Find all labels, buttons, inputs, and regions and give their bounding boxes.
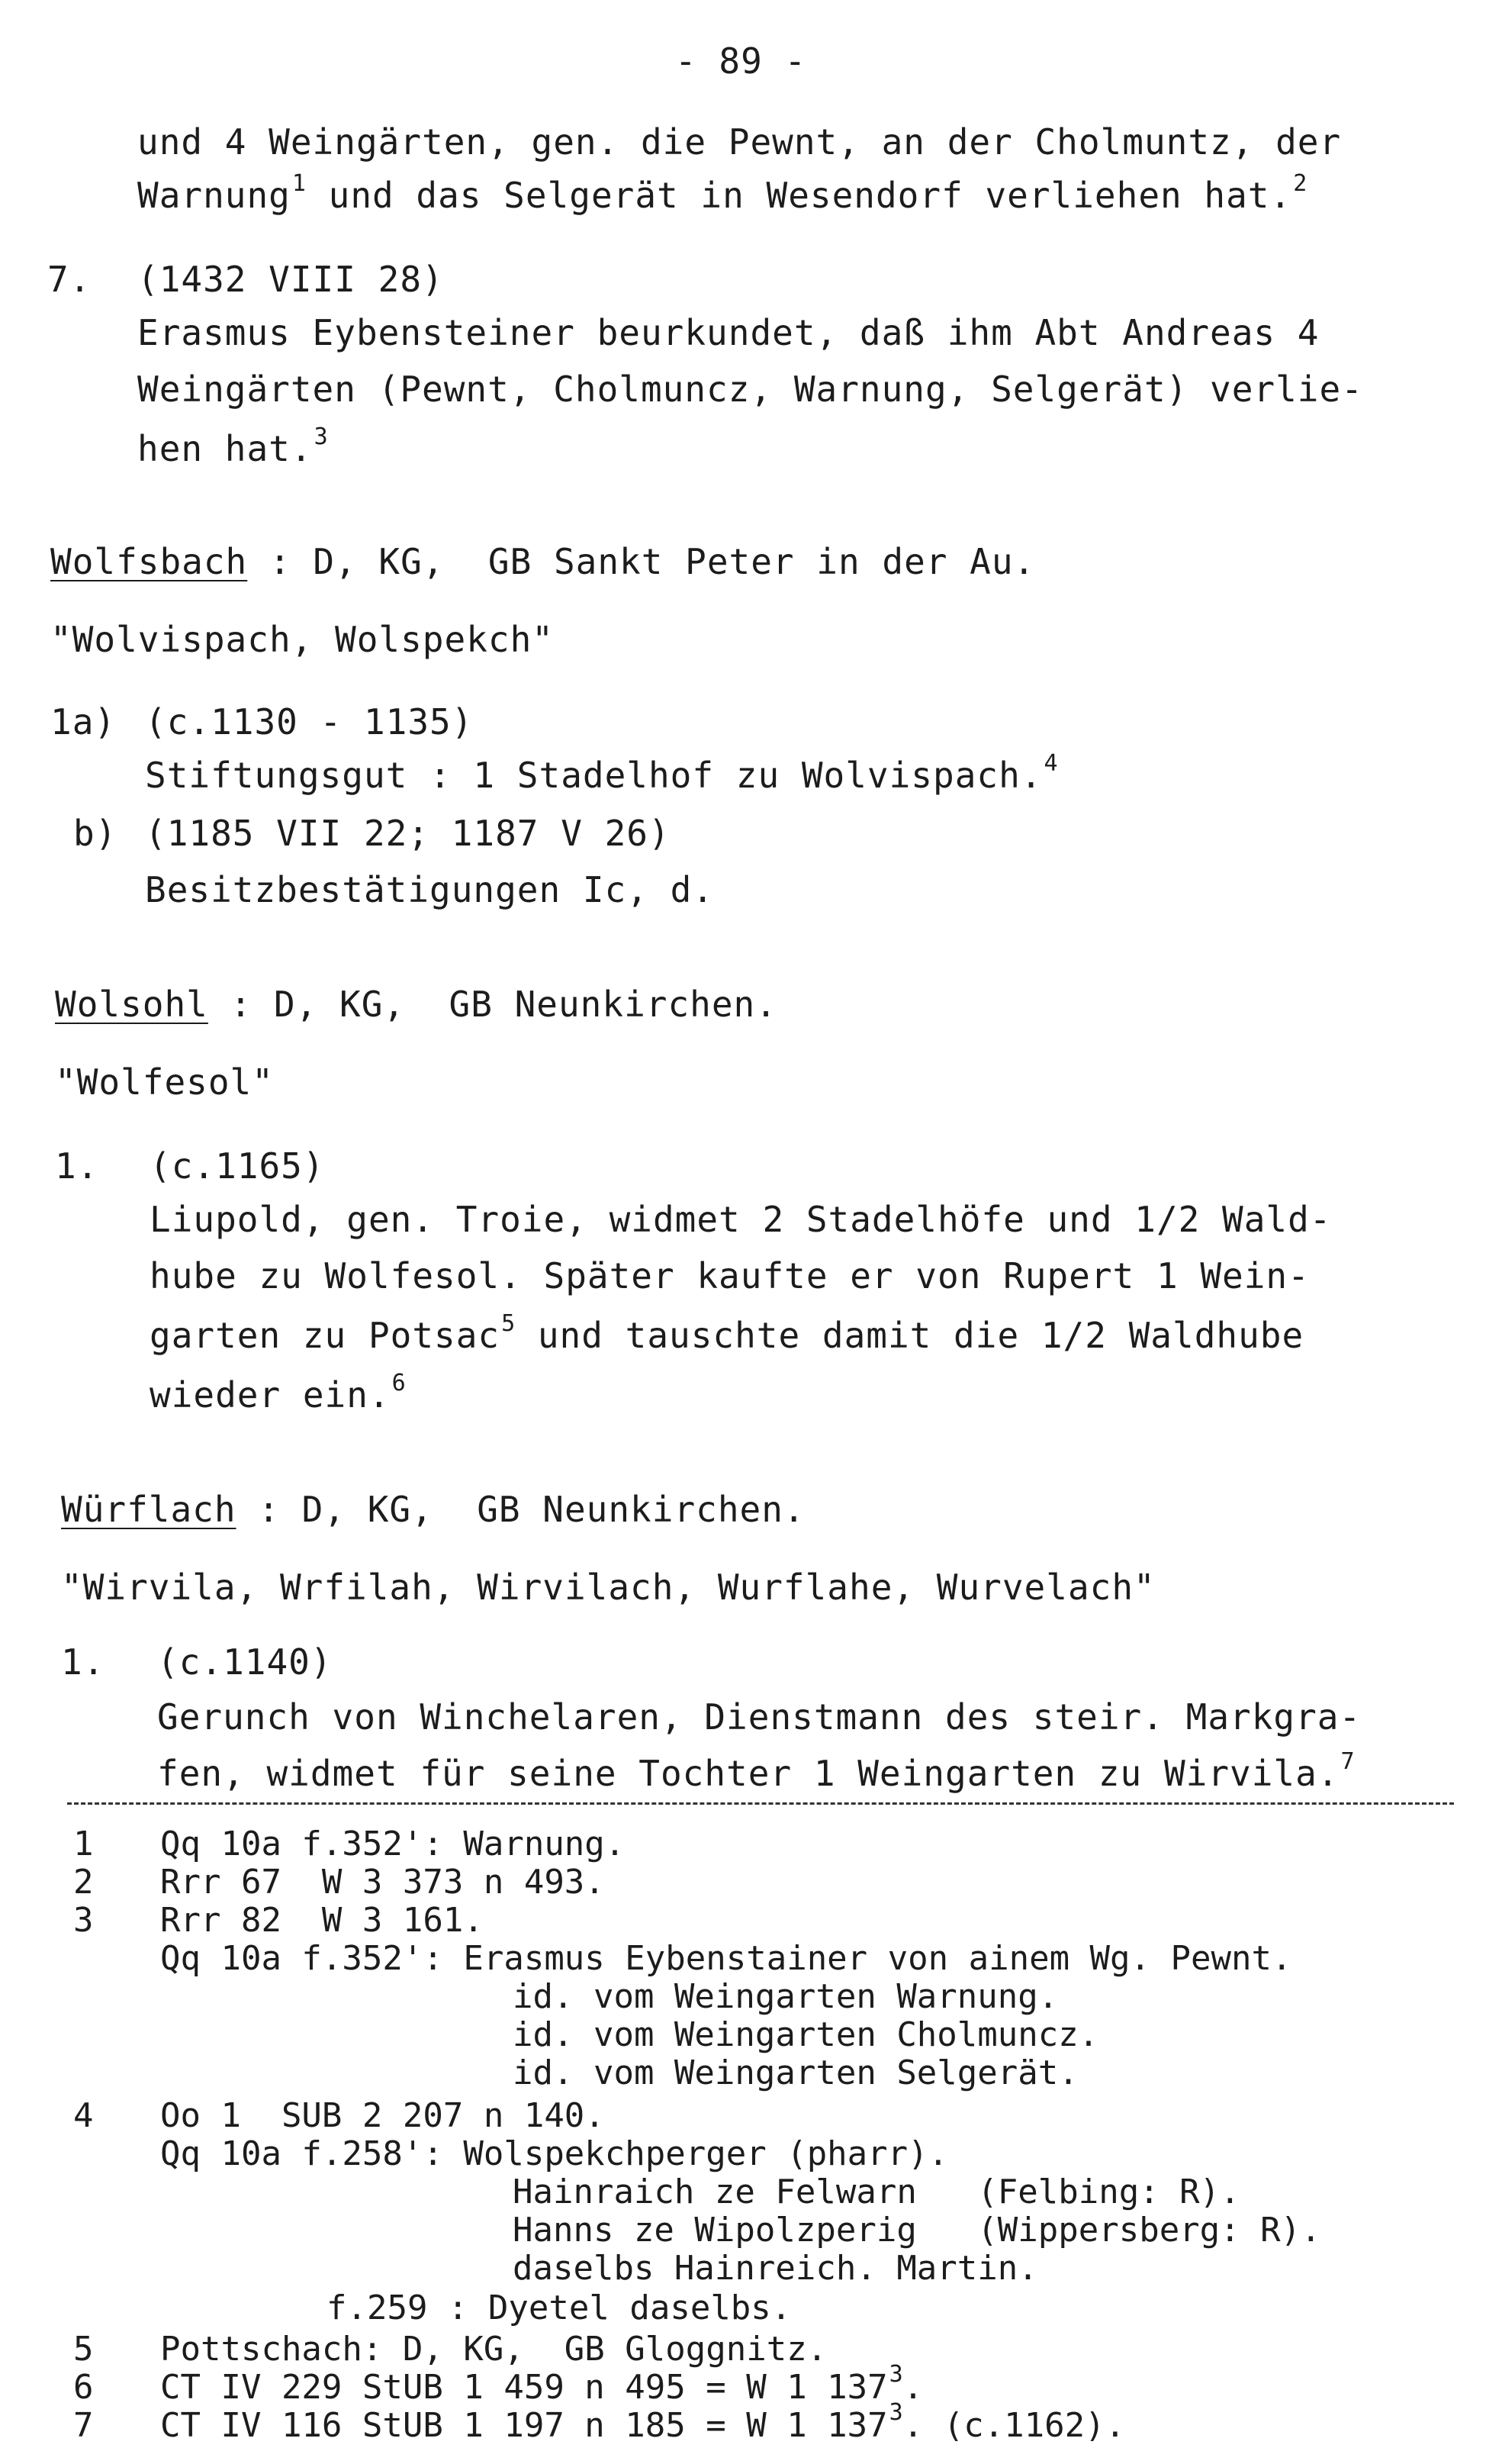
footnote-6-text: CT IV 229 StUB 1 459 n 495 = W 1 $137^3$. — [160, 2361, 924, 2407]
footnote-5-number: 5 — [73, 2330, 94, 2369]
footnote-3-source-d: id. vom Weingarten Selgerät. — [513, 2053, 1079, 2092]
footnote-3-number: 3 — [73, 1901, 94, 1940]
wolfsbach-entry-b-date: (1185 VII 22; 1187 V 26) — [145, 813, 671, 854]
wolfsbach-entry-1a-number: 1a) — [50, 701, 117, 742]
footnote-3-source-a: Qq 10a f.352': Erasmus Eybenstainer von ainem Wg. Pewnt. — [160, 1939, 1292, 1978]
footnote-3-text: Rrr 82 W 3 161. — [160, 1901, 484, 1940]
intro-line-1: und 4 Weingärten, gen. die Pewnt, an der Cholmuntz, der — [137, 121, 1342, 163]
footnote-3-source-b: id. vom Weingarten Warnung. — [513, 1977, 1059, 2016]
entry-7-date: (1432 VIII 28) — [137, 259, 444, 300]
wurflach-line-2: fen, widmet für seine Tochter 1 Weingarten zu Wirvila.$^7$ — [157, 1748, 1356, 1794]
entry-7-line-1: Erasmus Eybensteiner beurkundet, daß ihm Abt Andreas 4 — [137, 312, 1320, 353]
footnote-4-source-b: Hainraich ze Felwarn (Felbing: R). — [513, 2173, 1240, 2211]
wolsohl-entry-1-number: 1. — [55, 1145, 99, 1187]
wolsohl-entry-1-date: (c.1165) — [150, 1145, 325, 1187]
footnote-1-number: 1 — [73, 1825, 94, 1863]
footnote-4-number: 4 — [73, 2096, 94, 2135]
heading-wolsohl: Wolsohl : D, KG, GB Neunkirchen. — [55, 984, 777, 1025]
wolfsbach-entry-b-text: Besitzbestätigungen Ic, d. — [145, 869, 715, 910]
wurflach-entry-1-number: 1. — [61, 1641, 105, 1683]
intro-line-2: Warnung$^1$ und das Selgerät in Wesendorf verliehen hat.$^2$ — [137, 170, 1308, 216]
footnote-ref-2: 2 — [1293, 170, 1308, 197]
heading-wolfsbach: Wolfsbach : D, KG, GB Sankt Peter in der Au. — [50, 541, 1036, 582]
place-name-wolsohl: Wolsohl — [55, 984, 208, 1025]
wurflach-variants: "Wirvila, Wrfilah, Wirvilach, Wurflahe, Wurvelach" — [61, 1567, 1156, 1608]
footnote-4-source-a: Qq 10a f.258': Wolspekchperger (pharr). — [160, 2134, 949, 2173]
heading-wurflach: Würflach : D, KG, GB Neunkirchen. — [61, 1489, 806, 1530]
footnote-ref-7: 7 — [1340, 1748, 1356, 1775]
footnote-ref-1: 1 — [291, 170, 307, 197]
wolsohl-line-2: hube zu Wolfesol. Später kaufte er von Rupert 1 Wein- — [150, 1255, 1310, 1296]
place-name-wolfsbach: Wolfsbach — [50, 541, 248, 582]
footnote-ref-3: 3 — [314, 424, 329, 450]
wolfsbach-entry-1a-date: (c.1130 - 1135) — [145, 701, 474, 742]
footnote-ref-4: 4 — [1044, 750, 1059, 777]
footnote-ref-5: 5 — [501, 1310, 516, 1337]
footnote-divider — [67, 1802, 1454, 1805]
footnote-4-text: Oo 1 SUB 2 207 n 140. — [160, 2096, 605, 2135]
page-number: - 89 - — [675, 40, 807, 82]
footnote-6-number: 6 — [73, 2368, 94, 2407]
footnote-2-number: 2 — [73, 1863, 94, 1902]
footnote-4-source-d: daselbs Hainreich. Martin. — [513, 2249, 1038, 2288]
wolfsbach-entry-1a-text: Stiftungsgut : 1 Stadelhof zu Wolvispach.$^4$ — [145, 750, 1059, 796]
footnote-7-number: 7 — [73, 2406, 94, 2445]
footnote-4-source-e: f.259 : Dyetel daselbs. — [326, 2288, 792, 2327]
footnote-3-source-c: id. vom Weingarten Cholmuncz. — [513, 2015, 1099, 2054]
footnote-7-text: CT IV 116 StUB 1 197 n 185 = W 1 $137^3$. (c.1162). — [160, 2399, 1126, 2445]
wolfsbach-entry-b-number: b) — [73, 813, 117, 854]
footnote-1-text: Qq 10a f.352': Warnung. — [160, 1825, 626, 1863]
footnote-ref-6: 6 — [391, 1370, 407, 1396]
entry-7-line-2: Weingärten (Pewnt, Cholmuncz, Warnung, Selgerät) verlie- — [137, 369, 1363, 410]
wolsohl-variants: "Wolfesol" — [55, 1061, 274, 1103]
footnote-2-text: Rrr 67 W 3 373 n 493. — [160, 1863, 605, 1902]
wolsohl-line-1: Liupold, gen. Troie, widmet 2 Stadelhöfe und 1/2 Wald- — [150, 1199, 1332, 1240]
entry-7-number: 7. — [47, 259, 92, 300]
wolsohl-line-3: garten zu Potsac$^5$ und tauschte damit die 1/2 Waldhube — [150, 1310, 1304, 1356]
footnote-4-source-c: Hanns ze Wipolzperig (Wippersberg: R). — [513, 2211, 1321, 2250]
wolsohl-line-4: wieder ein.$^6$ — [150, 1370, 407, 1416]
place-name-wurflach: Würflach — [61, 1489, 236, 1530]
wurflach-line-1: Gerunch von Winchelaren, Dienstmann des steir. Markgra- — [157, 1696, 1362, 1738]
wolfsbach-variants: "Wolvispach, Wolspekch" — [50, 619, 554, 660]
wurflach-entry-1-date: (c.1140) — [157, 1641, 333, 1683]
footnote-5-text: Pottschach: D, KG, GB Gloggnitz. — [160, 2330, 828, 2369]
entry-7-line-3: hen hat.$^3$ — [137, 424, 329, 469]
